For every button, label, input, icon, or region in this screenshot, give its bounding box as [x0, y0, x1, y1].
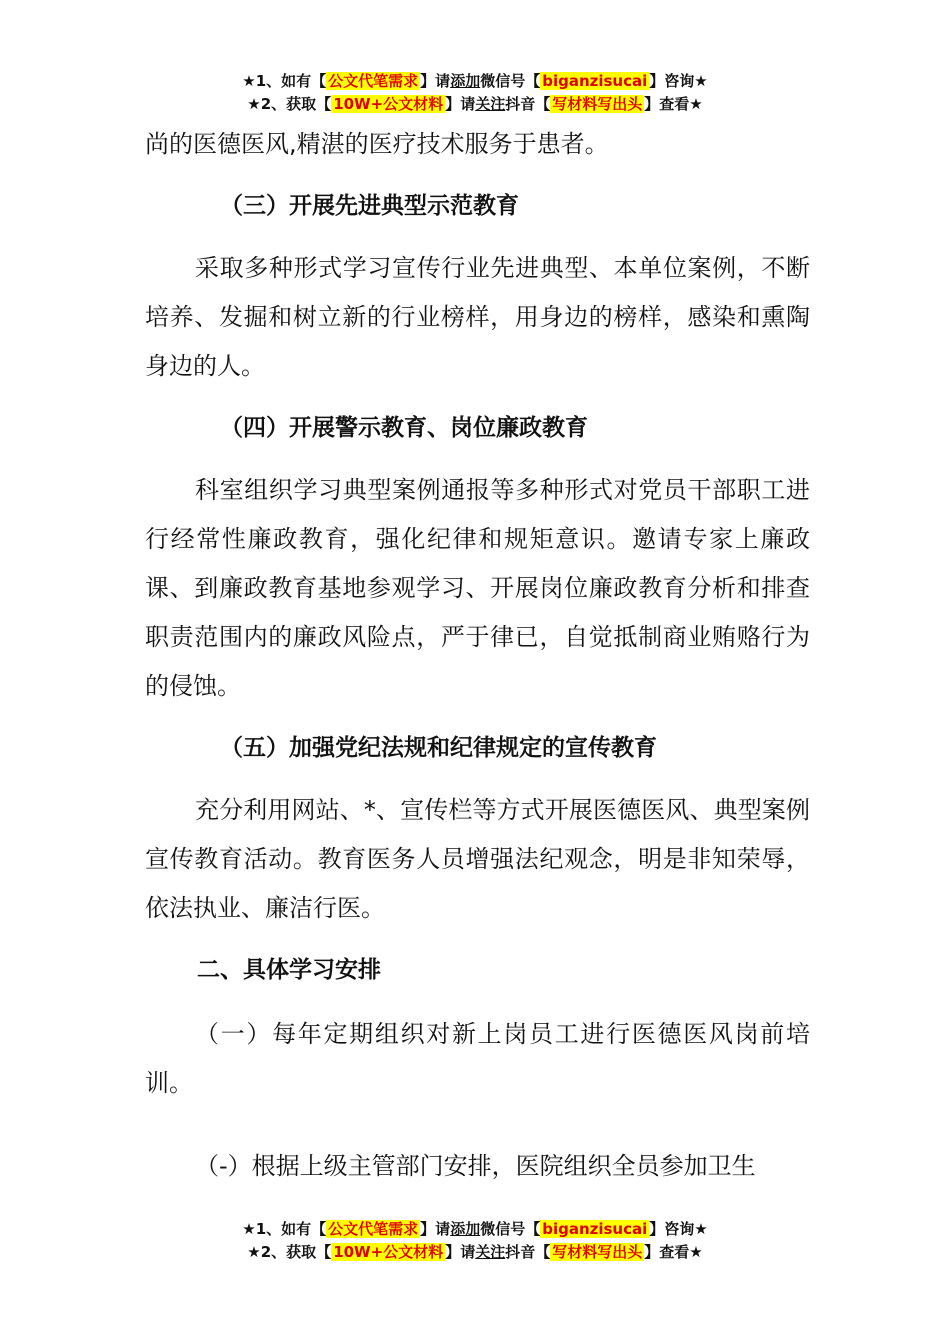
paragraph-item-1: （一）每年定期组织对新上岗员工进行医德医风岗前培训。 [145, 1020, 810, 1097]
paragraph-item-2: （-）根据上级主管部门安排，医院组织全员参加卫生 [195, 1152, 756, 1180]
banner-text: ★1、如有【 [242, 1220, 327, 1238]
banner-text: ★1、如有【 [242, 72, 327, 90]
banner-highlight: 公文代笔需求 [328, 72, 419, 90]
banner-text: ★2、获取【 [247, 1243, 332, 1261]
banner-highlight: 写材料写出头 [552, 1243, 643, 1261]
banner-text: 微信号【 [480, 72, 541, 90]
banner-text: 】查看★ [644, 95, 703, 113]
banner-text: 】请 [445, 1243, 476, 1261]
paragraph-section-4: 科室组织学习典型案例通报等多种形式对党员干部职工进行经常性廉政教育，强化纪律和规矩意识。邀请专家上廉政课、到廉政教育基地参观学习、开展岗位廉政教育分析和排查职责范围内的廉政风险点，严于律已，自觉抵制商业贿赂行为的侵蚀。 [145, 476, 810, 700]
banner-highlight: 10W+公文材料 [333, 1243, 444, 1261]
banner-highlight: 公文代笔需求 [328, 1220, 419, 1238]
header-banner [0, 70, 950, 116]
banner-text: 微信号【 [480, 1220, 541, 1238]
banner-text: 】请 [420, 72, 451, 90]
banner-line-1 [0, 1218, 950, 1241]
banner-text: ★2、获取【 [247, 95, 332, 113]
paragraph-section-3: 采取多种形式学习宣传行业先进典型、本单位案例，不断培养、发掘和树立新的行业榜样，用身边的榜样，感染和熏陶身边的人。 [145, 254, 810, 380]
banner-underline: 关注 [475, 1243, 506, 1261]
banner-highlight: 写材料写出头 [552, 95, 643, 113]
banner-text: 】查看★ [644, 1243, 703, 1261]
banner-underline: 添加 [450, 72, 481, 90]
heading-chapter-2: 二、具体学习安排 [197, 957, 381, 983]
banner-line-2 [0, 1241, 950, 1264]
heading-section-3: （三）开展先进典型示范教育 [220, 193, 519, 219]
banner-text: 】咨询★ [649, 1220, 708, 1238]
banner-highlight: biganzisucai [542, 1220, 648, 1238]
heading-section-4: （四）开展警示教育、岗位廉政教育 [220, 415, 588, 441]
banner-line-1 [0, 70, 950, 93]
banner-line-2 [0, 93, 950, 116]
paragraph-section-5: 充分利用网站、*、宣传栏等方式开展医德医风、典型案例宣传教育活动。教育医务人员增强法纪观念，明是非知荣辱，依法执业、廉洁行医。 [145, 796, 810, 922]
banner-text: 抖音【 [505, 1243, 551, 1261]
banner-underline: 关注 [475, 95, 506, 113]
paragraph-continued: 尚的医德医风,精湛的医疗技术服务于患者。 [145, 130, 609, 158]
footer-banner [0, 1218, 950, 1264]
banner-text: 】咨询★ [649, 72, 708, 90]
banner-text: 】请 [420, 1220, 451, 1238]
banner-text: 抖音【 [505, 95, 551, 113]
banner-highlight: 10W+公文材料 [333, 95, 444, 113]
banner-highlight: biganzisucai [542, 72, 648, 90]
heading-section-5: （五）加强党纪法规和纪律规定的宣传教育 [220, 735, 657, 761]
banner-text: 】请 [445, 95, 476, 113]
banner-underline: 添加 [450, 1220, 481, 1238]
